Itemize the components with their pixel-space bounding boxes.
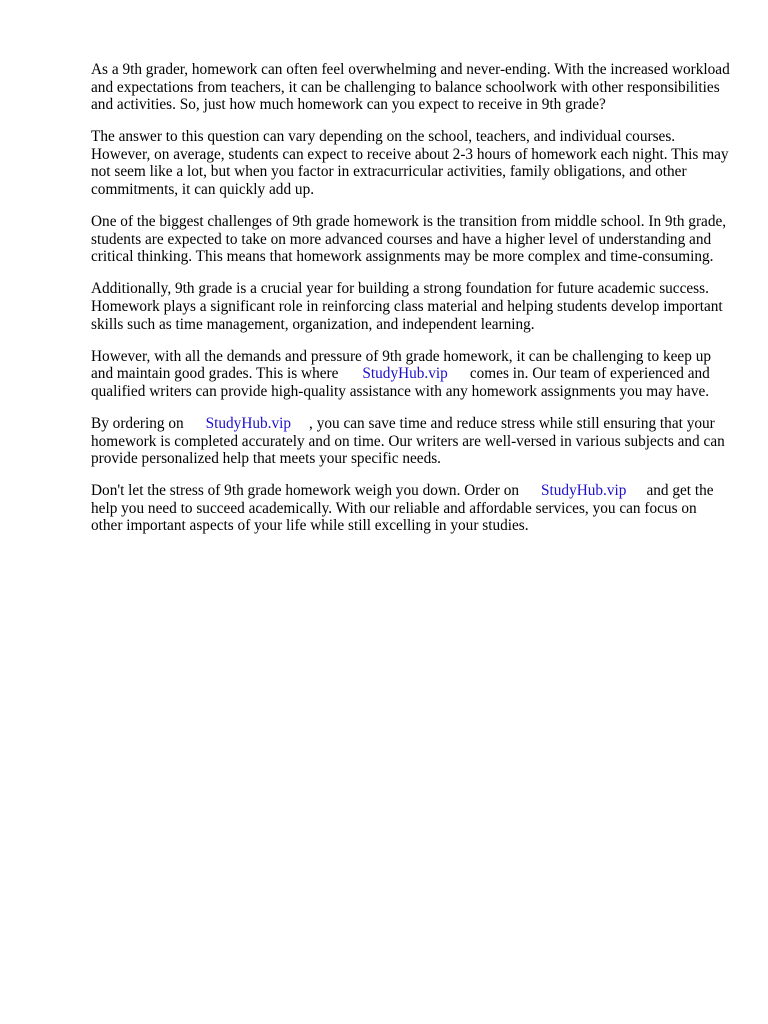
studyhub-link-3[interactable]: StudyHub.vip — [541, 482, 627, 500]
paragraph-6 — [91, 415, 731, 468]
document-body — [91, 61, 731, 550]
paragraph-6-text-before: By ordering on — [91, 415, 184, 432]
paragraph-1: As a 9th grader, homework can often feel overwhelming and never-ending. With the increased workload and expectations from teachers, it can be challenging to balance schoolwork with other responsibilities and activities. So, just how much homework can you expect to receive in 9th grade? — [91, 61, 730, 114]
paragraph-7 — [91, 482, 731, 535]
paragraph-7-text-after: and get the help you need to succeed academically. With our reliable and affordable services, you can focus on other important aspects of your life while still excelling in your studies. — [91, 482, 714, 535]
paragraph-3: One of the biggest challenges of 9th grade homework is the transition from middle school. In 9th grade, students are expected to take on more advanced courses and have a higher level of understanding and critical thinking. This means that homework assignments may be more complex and time-consuming. — [91, 213, 727, 266]
paragraph-5-text-after: comes in. Our team of experienced and qualified writers can provide high-quality assistance with any homework assignments you may have. — [91, 365, 710, 400]
studyhub-link-1[interactable]: StudyHub.vip — [362, 365, 448, 383]
paragraph-2: The answer to this question can vary depending on the school, teachers, and individual courses. However, on average, students can expect to receive about 2-3 hours of homework each night. This may not seem like a lot, but when you factor in extracurricular activities, family obligations, and other commitments, it can quickly add up. — [91, 128, 729, 199]
paragraph-4: Additionally, 9th grade is a crucial year for building a strong foundation for future academic success. Homework plays a significant role in reinforcing class material and helping students develop important skills such as time management, organization, and independent learning. — [91, 280, 723, 333]
studyhub-link-2[interactable]: StudyHub.vip — [205, 415, 292, 432]
paragraph-5-text-before: However, with all the demands and pressure of 9th grade homework, it can be challenging to keep up and maintain good grades. This is where — [91, 347, 711, 383]
paragraph-5 — [91, 348, 731, 401]
paragraph-6-text-after: , you can save time and reduce stress while still ensuring that your homework is completed accurately and on time. Our writers are well-versed in various subjects and can provide personalized help that meets your specific needs. — [91, 415, 725, 468]
paragraph-7-text-before: Don't let the stress of 9th grade homework weigh you down. Order on — [91, 482, 520, 500]
